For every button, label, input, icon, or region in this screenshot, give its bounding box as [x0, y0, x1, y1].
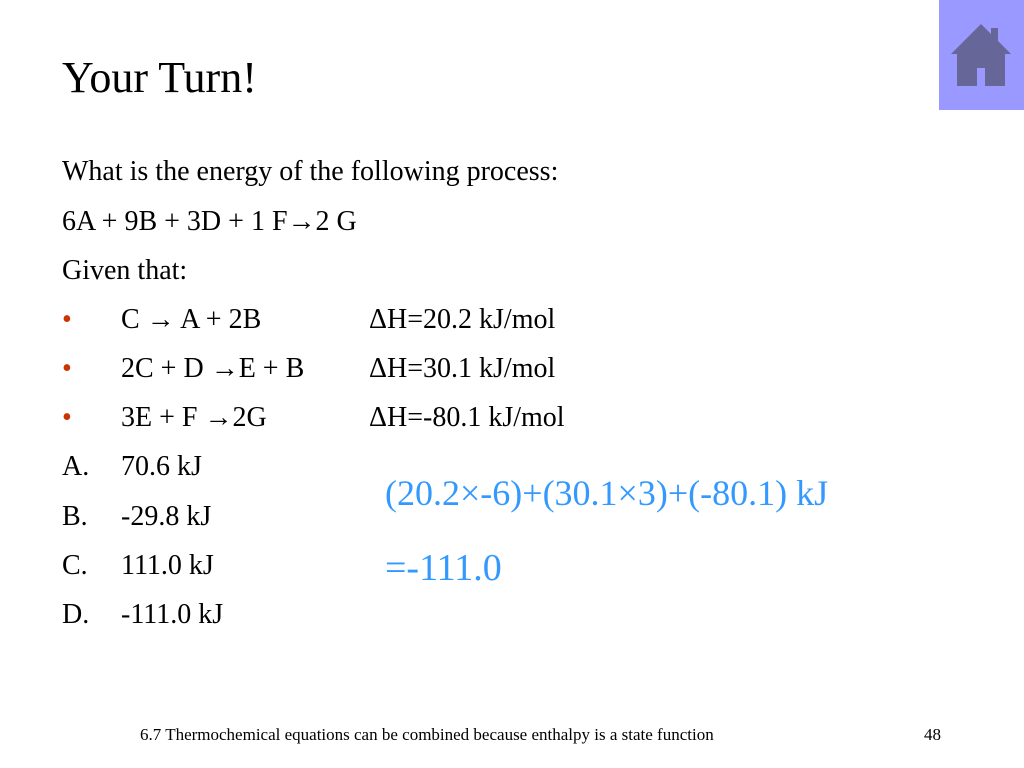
- given-enthalpy-1: ΔH=20.2 kJ/mol: [369, 304, 556, 335]
- given-enthalpy-2: ΔH=30.1 kJ/mol: [369, 353, 556, 384]
- choice-text-d: -111.0 kJ: [121, 599, 224, 630]
- home-icon: [949, 22, 1013, 88]
- given-label: Given that:: [62, 255, 188, 286]
- target-equation: 6A + 9B + 3D + 1 F→2 G: [62, 206, 357, 237]
- choice-text-c: 111.0 kJ: [121, 550, 214, 581]
- slide-footer: 6.7 Thermochemical equations can be combined because enthalpy is a state function: [140, 725, 714, 744]
- question-text: What is the energy of the following process:: [62, 156, 559, 187]
- choice-text-b: -29.8 kJ: [121, 501, 212, 532]
- given-reaction-3: 3E + F →2G: [121, 402, 267, 433]
- bullet-marker: •: [62, 304, 72, 335]
- slide-title: Your Turn!: [62, 53, 257, 102]
- calculation-text: (20.2×-6)+(30.1×3)+(-80.1) kJ: [385, 473, 829, 513]
- result-text: =-111.0: [385, 547, 502, 589]
- choice-letter-d: D.: [62, 599, 90, 630]
- given-reaction-2: 2C + D →E + B: [121, 353, 305, 384]
- given-enthalpy-3: ΔH=-80.1 kJ/mol: [369, 402, 565, 433]
- given-reaction-1: C → A + 2B: [121, 304, 262, 335]
- bullet-marker: •: [62, 353, 72, 384]
- page-number: 48: [924, 725, 941, 744]
- choice-letter-b: B.: [62, 501, 88, 532]
- bullet-marker: •: [62, 402, 72, 433]
- choice-letter-c: C.: [62, 550, 88, 581]
- home-button[interactable]: [939, 0, 1024, 110]
- choice-letter-a: A.: [62, 451, 90, 482]
- choice-text-a: 70.6 kJ: [121, 451, 202, 482]
